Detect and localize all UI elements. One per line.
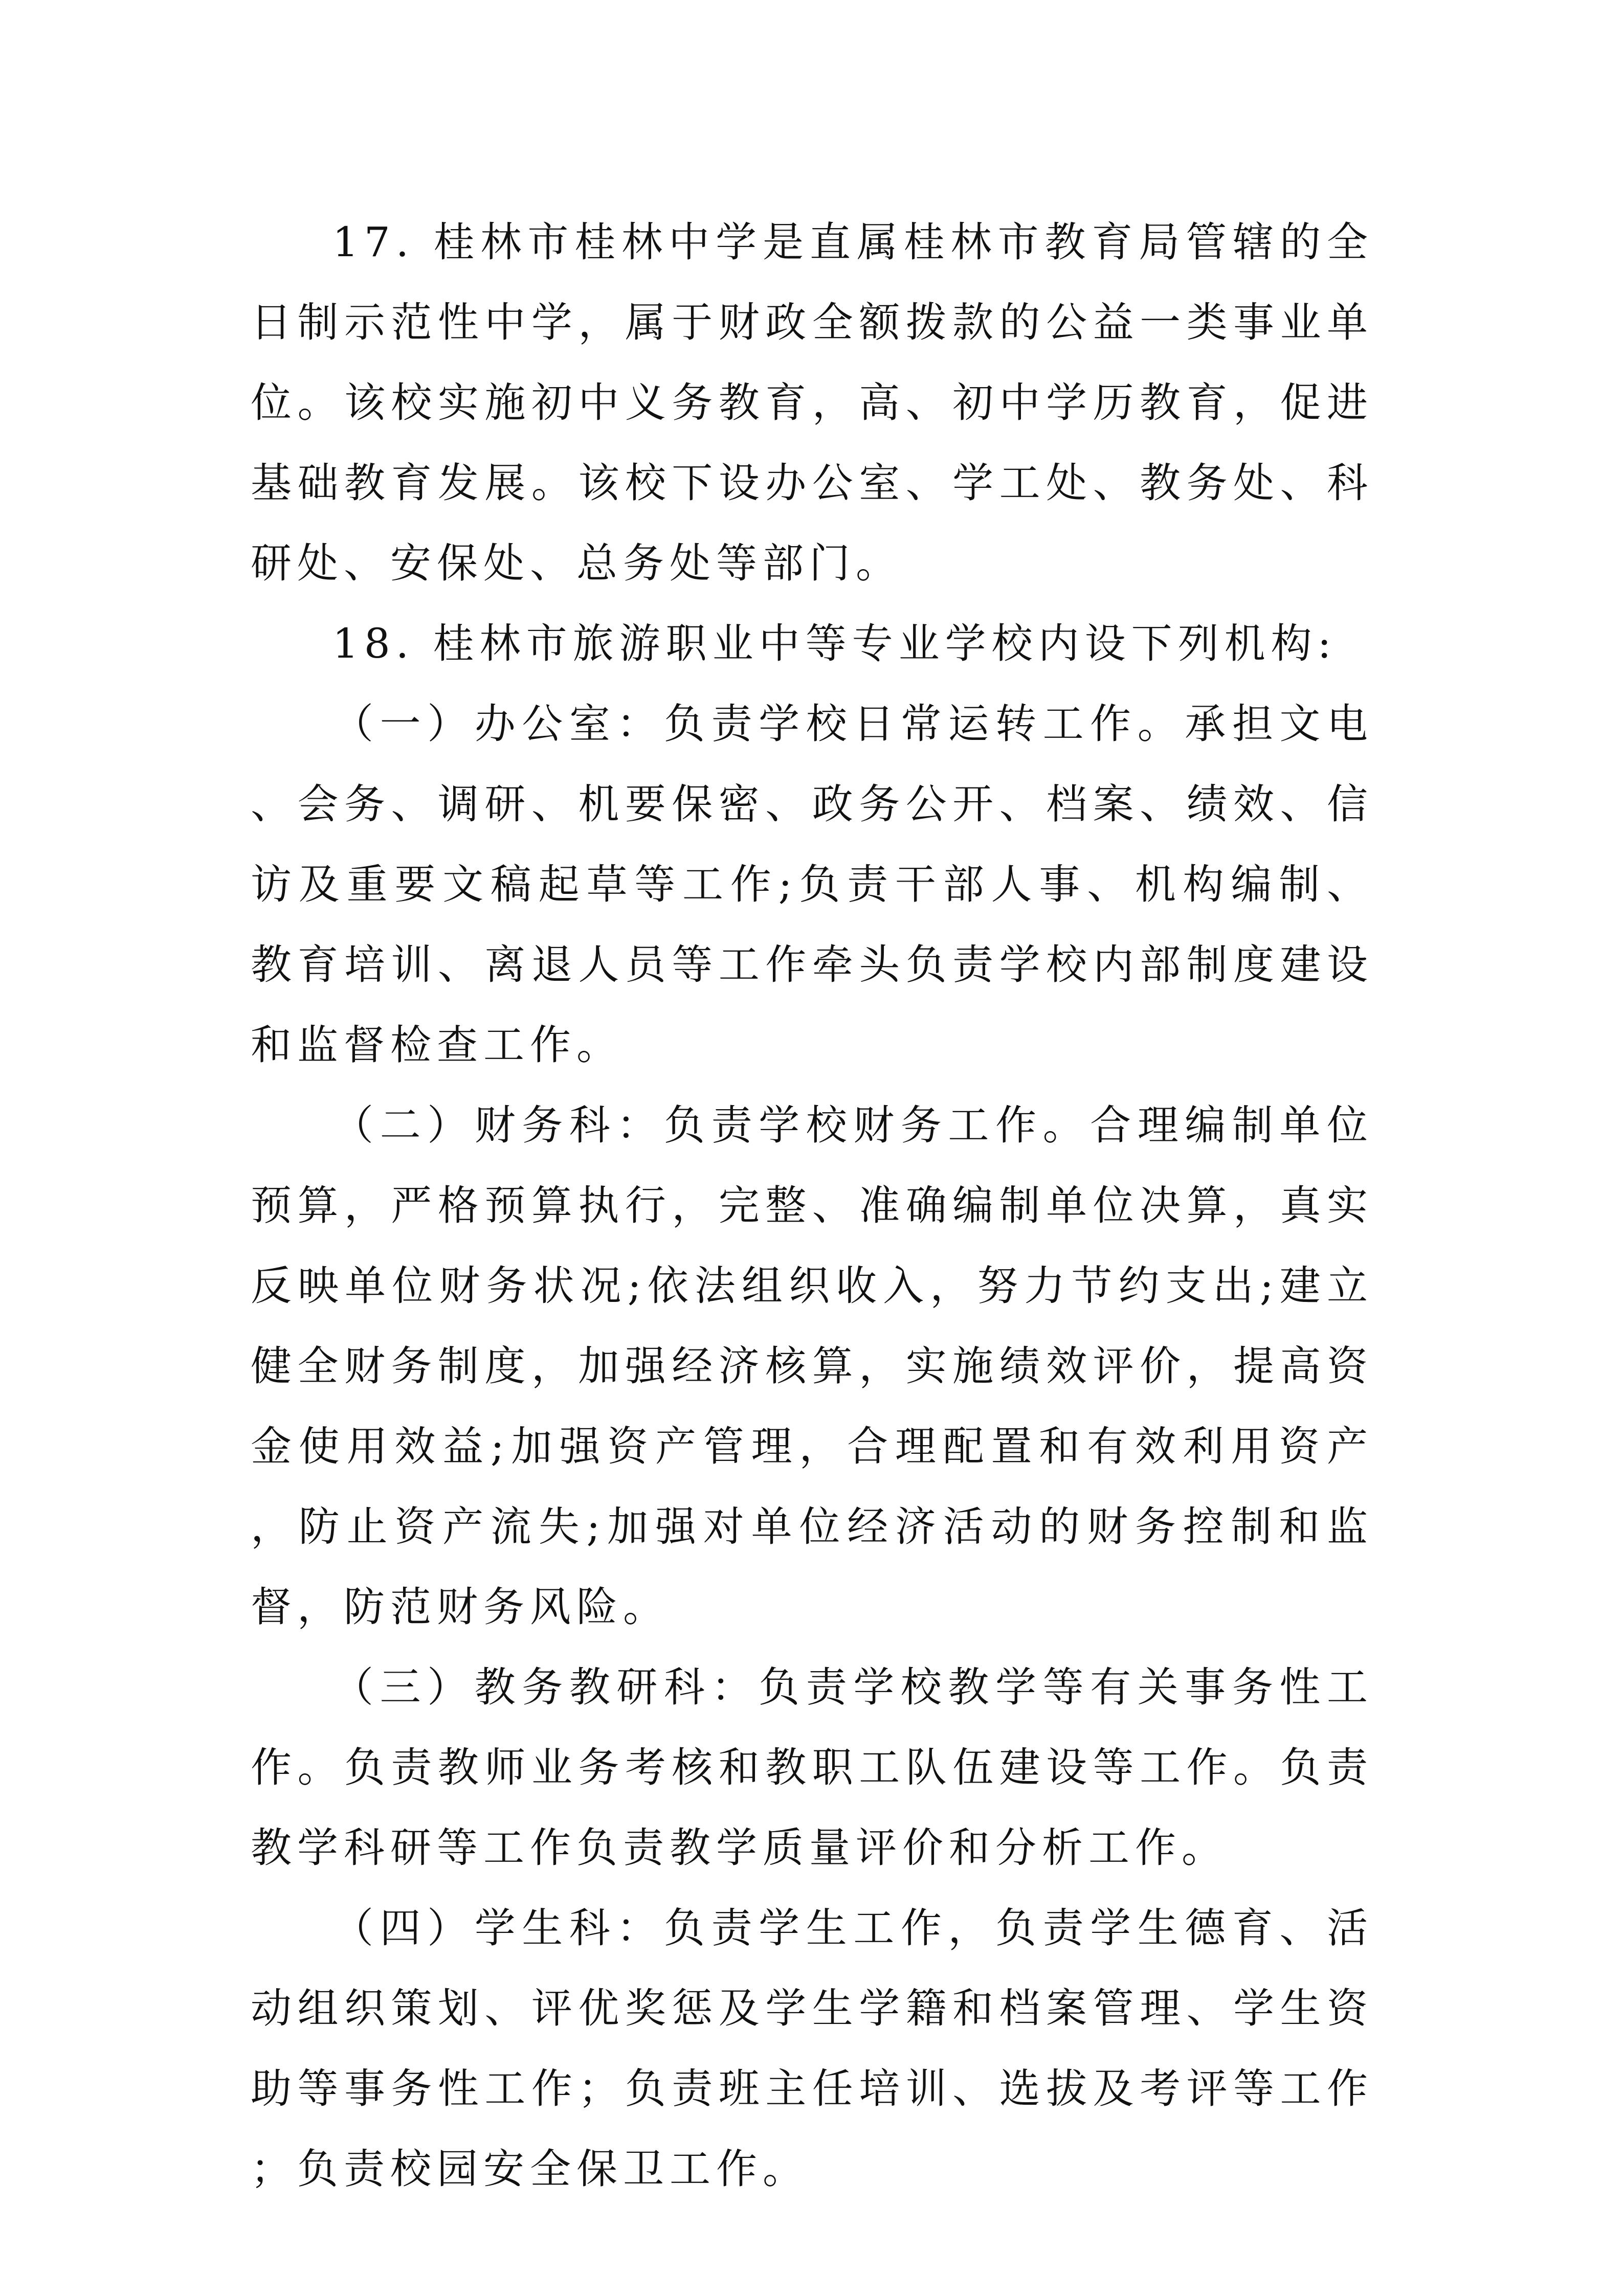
- paragraph-tourism-school-intro: 18. 桂林市旅游职业中等专业学校内设下列机构:: [332, 620, 1337, 667]
- paragraph-finance-section: （二）财务科：负责学校财务工作。合理编制单位预算，严格预算执行，完整、准确编制单位决算，真实反映单位财务状况;依法组织收入，努力节约支出;建立健全财务制度，加强经济核算，实施绩效评价，提高资金使用效益;加强资产管理，合理配置和有效利用资产，防止资产流失;加强对单位经济活动的财务控制和监督，防范财务风险。: [251, 1101, 1373, 1631]
- paragraph-office: （一）办公室：负责学校日常运转工作。承担文电、会务、调研、机要保密、政务公开、档案、绩效、信访及重要文稿起草等工作;负责干部人事、机构编制、教育培训、离退人员等工作牵头负责学校内部制度建设和监督检查工作。: [251, 700, 1373, 1069]
- paragraph-academic-affairs-section: （三）教务教研科：负责学校教学等有关事务性工作。负责教师业务考核和教职工队伍建设等工作。负责教学科研等工作负责教学质量评价和分析工作。: [251, 1663, 1373, 1872]
- document-body: [251, 202, 1373, 2209]
- paragraph-guilin-middle-school: 17. 桂林市桂林中学是直属桂林市教育局管辖的全日制示范性中学，属于财政全额拨款的公益一类事业单位。该校实施初中义务教育，高、初中学历教育，促进基础教育发展。该校下设办公室、学工处、教务处、科研处、安保处、总务处等部门。: [251, 218, 1373, 587]
- paragraph-student-affairs-section: （四）学生科：负责学生工作，负责学生德育、活动组织策划、评优奖惩及学生学籍和档案管理、学生资助等事务性工作；负责班主任培训、选拔及考评等工作；负责校园安全保卫工作。: [251, 1904, 1373, 2193]
